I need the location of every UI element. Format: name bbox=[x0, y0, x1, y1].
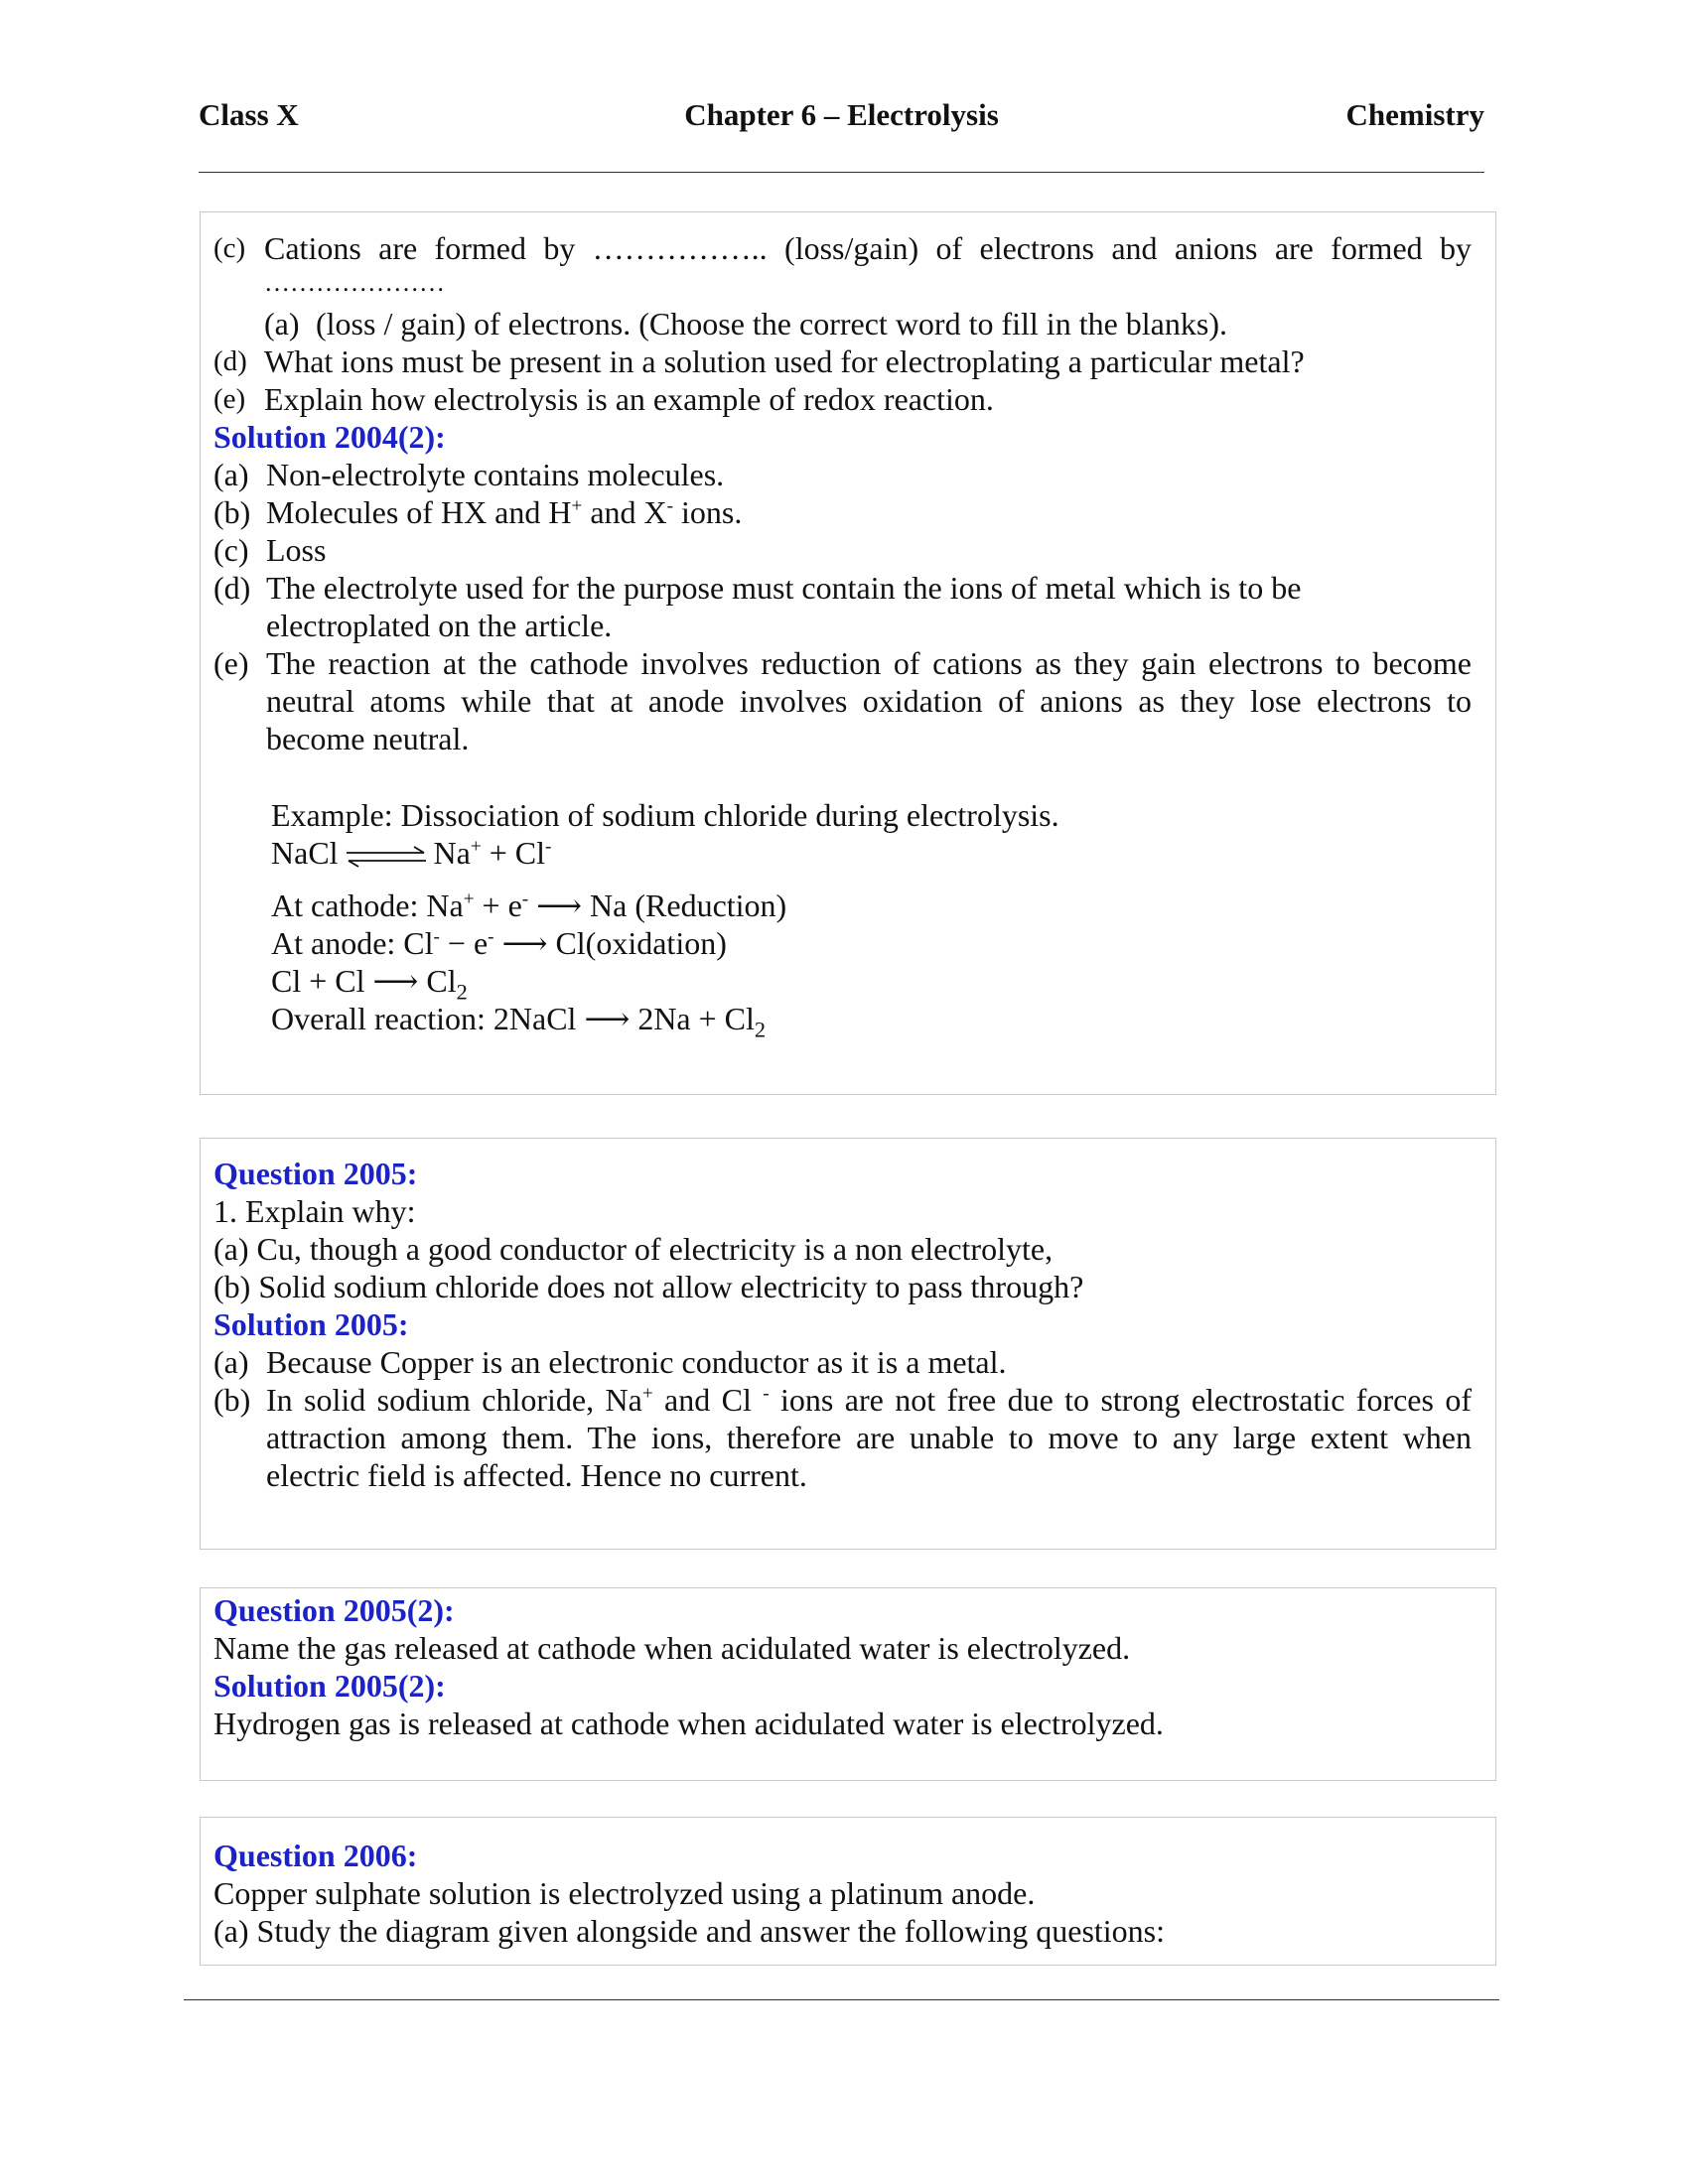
solution-2005-title: Solution 2005: bbox=[213, 1306, 409, 1342]
question-2006-title: Question 2006: bbox=[213, 1838, 418, 1873]
question-2006-line2: (a) Study the diagram given alongside and answer the following questions: bbox=[213, 1913, 1166, 1949]
solution-b-label: (b) bbox=[213, 494, 251, 530]
question-2005-line2: (a) Cu, though a good conductor of electricity is a non electrolyte, bbox=[213, 1231, 1054, 1267]
solution-2005-a-label: (a) bbox=[213, 1344, 249, 1380]
solution-c-text: Loss bbox=[266, 532, 327, 568]
question-2006-line1: Copper sulphate solution is electrolyzed using a platinum anode. bbox=[213, 1875, 1036, 1911]
question-c-sub-label: (a) bbox=[264, 306, 300, 341]
question-c-dots: ………………… bbox=[264, 268, 445, 297]
header-chapter: Chapter 6 – Electrolysis bbox=[684, 97, 999, 132]
solution-c-label: (c) bbox=[213, 532, 249, 568]
cathode-reaction: At cathode: Na+ + e- ⟶ Na (Reduction) bbox=[271, 887, 787, 923]
solution-d-label: (d) bbox=[213, 570, 251, 606]
page-header bbox=[199, 97, 1484, 145]
question-c-label: (c) bbox=[213, 232, 246, 264]
chlorine-combination: Cl + Cl ⟶ $Cl_2$ bbox=[271, 963, 468, 1005]
solution-e-line2: neutral atoms while that at anode involves oxidation of anions as they lose electrons to bbox=[266, 683, 1472, 719]
header-subject: Chemistry bbox=[1345, 97, 1484, 132]
solution-a-text: Non-electrolyte contains molecules. bbox=[266, 457, 725, 492]
solution-2004-2-title: Solution 2004(2): bbox=[213, 419, 446, 455]
question-c-sub-text: (loss / gain) of electrons. (Choose the correct word to fill in the blanks). bbox=[316, 306, 1227, 341]
question-e-label: (e) bbox=[213, 383, 246, 415]
question-c-text: Cations are formed by …………….. (loss/gain) of electrons and anions are formed by bbox=[264, 230, 1472, 266]
solution-e-label: (e) bbox=[213, 645, 249, 681]
question-2005-2-text: Name the gas released at cathode when acidulated water is electrolyzed. bbox=[213, 1630, 1131, 1666]
solution-d-line2: electroplated on the article. bbox=[266, 608, 613, 643]
question-2005-title: Question 2005: bbox=[213, 1156, 418, 1191]
question-2005-line1: 1. Explain why: bbox=[213, 1193, 416, 1229]
dissociation-equation: NaCl Na+ + Cl- bbox=[271, 835, 552, 871]
solution-2005-2-text: Hydrogen gas is released at cathode when acidulated water is electrolyzed. bbox=[213, 1706, 1164, 1741]
overall-reaction: Overall reaction: 2NaCl ⟶ $2Na + Cl_2$ bbox=[271, 1001, 767, 1042]
example-text: Example: Dissociation of sodium chloride during electrolysis. bbox=[271, 797, 1059, 833]
solution-d-line1: The electrolyte used for the purpose must contain the ions of metal which is to be bbox=[266, 570, 1302, 606]
header-class: Class X bbox=[199, 97, 299, 132]
header-divider bbox=[199, 172, 1484, 173]
solution-e-line3: become neutral. bbox=[266, 721, 470, 756]
question-e-text: Explain how electrolysis is an example of redox reaction. bbox=[264, 381, 994, 417]
solution-2005-b-label: (b) bbox=[213, 1382, 251, 1418]
solution-2005-b-line1: In solid sodium chloride, Na+ and Cl - ions are not free due to strong electrostatic forces of bbox=[266, 1382, 1473, 1418]
question-d-text: What ions must be present in a solution used for electroplating a particular metal? bbox=[264, 343, 1305, 379]
solution-2005-b-line2: attraction among them. The ions, therefore are unable to move to any large extent when bbox=[266, 1420, 1472, 1455]
solution-b-text: Molecules of HX and H+ and X- ions. bbox=[266, 494, 743, 530]
footer-divider bbox=[184, 1999, 1499, 2000]
solution-a-label: (a) bbox=[213, 457, 249, 492]
solution-2005-b-line3: electric field is affected. Hence no current. bbox=[266, 1457, 807, 1493]
question-2005-line3: (b) Solid sodium chloride does not allow electricity to pass through? bbox=[213, 1269, 1084, 1304]
solution-2005-a-text: Because Copper is an electronic conductor as it is a metal. bbox=[266, 1344, 1007, 1380]
solution-2005-2-title: Solution 2005(2): bbox=[213, 1668, 446, 1704]
question-2005-2-title: Question 2005(2): bbox=[213, 1592, 455, 1628]
solution-e-line1: The reaction at the cathode involves reduction of cations as they gain electrons to become bbox=[266, 645, 1472, 681]
question-d-label: (d) bbox=[213, 345, 247, 377]
anode-reaction: At anode: Cl- − e- ⟶ Cl(oxidation) bbox=[271, 925, 727, 961]
equilibrium-arrow-icon bbox=[345, 846, 428, 868]
